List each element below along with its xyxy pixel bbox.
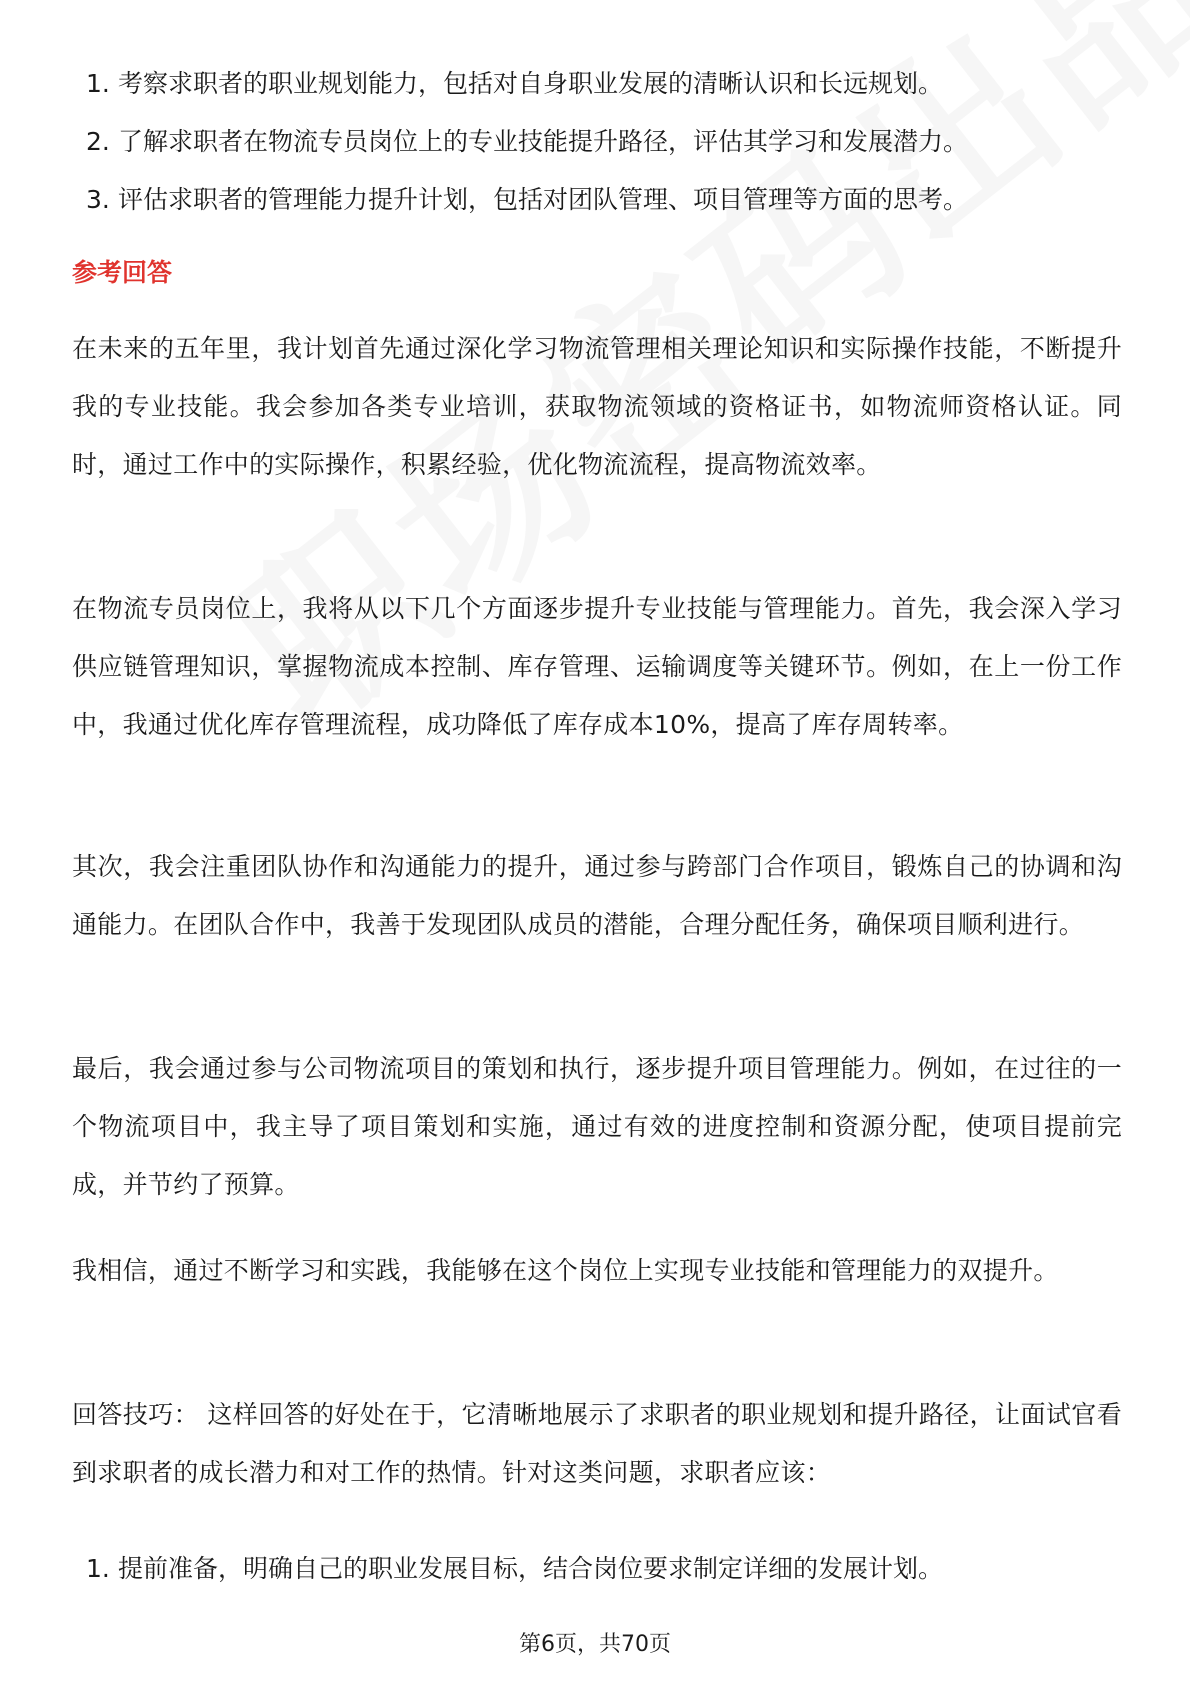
list-item-number: 1. <box>86 1554 110 1583</box>
section-title-reference-answer: 参考回答 <box>72 258 173 287</box>
answer-paragraph: 我相信，通过不断学习和实践，我能够在这个岗位上实现专业技能和管理能力的双提升。 <box>72 1256 1059 1285</box>
answer-paragraph: 在物流专员岗位上，我将从以下几个方面逐步提升专业技能与管理能力。首先，我会深入学习供应链管理知识，掌握物流成本控制、库存管理、运输调度等关键环节。例如，在上一份工作中，我通过优化库存管理流程，成功降低了库存成本10%，提高了库存周转率。 <box>72 594 1122 739</box>
answer-paragraph: 其次，我会注重团队协作和沟通能力的提升，通过参与跨部门合作项目，锻炼自己的协调和沟通能力。在团队合作中，我善于发现团队成员的潜能，合理分配任务，确保项目顺利进行。 <box>72 852 1122 939</box>
list-item-number: 2. <box>86 127 110 156</box>
list-item-number: 1. <box>86 69 110 98</box>
tips-list <box>86 1540 943 1598</box>
list-item-text: 评估求职者的管理能力提升计划，包括对团队管理、项目管理等方面的思考。 <box>118 185 969 214</box>
list-item-text: 考察求职者的职业规划能力，包括对自身职业发展的清晰认识和长远规划。 <box>118 69 944 98</box>
list-item <box>86 1540 943 1598</box>
page-number-footer: 第6页，共70页 <box>519 1632 671 1657</box>
answer-paragraph: 最后，我会通过参与公司物流项目的策划和执行，逐步提升项目管理能力。例如，在过往的一个物流项目中，我主导了项目策划和实施，通过有效的进度控制和资源分配，使项目提前完成，并节约了预算。 <box>72 1054 1122 1199</box>
list-item-text: 了解求职者在物流专员岗位上的专业技能提升路径，评估其学习和发展潜力。 <box>118 127 969 156</box>
answer-paragraph: 在未来的五年里，我计划首先通过深化学习物流管理相关理论知识和实际操作技能，不断提升我的专业技能。我会参加各类专业培训，获取物流领域的资格证书，如物流师资格认证。同时，通过工作中的实际操作，积累经验，优化物流流程，提高物流效率。 <box>72 334 1122 479</box>
list-item-number: 3. <box>86 185 110 214</box>
list-item <box>86 113 968 171</box>
list-item-text: 提前准备，明确自己的职业发展目标，结合岗位要求制定详细的发展计划。 <box>118 1554 944 1583</box>
objectives-list <box>86 55 968 229</box>
list-item <box>86 171 968 229</box>
list-item <box>86 55 968 113</box>
answer-tips-paragraph: 回答技巧： 这样回答的好处在于，它清晰地展示了求职者的职业规划和提升路径，让面试官看到求职者的成长潜力和对工作的热情。针对这类问题，求职者应该： <box>72 1400 1122 1487</box>
